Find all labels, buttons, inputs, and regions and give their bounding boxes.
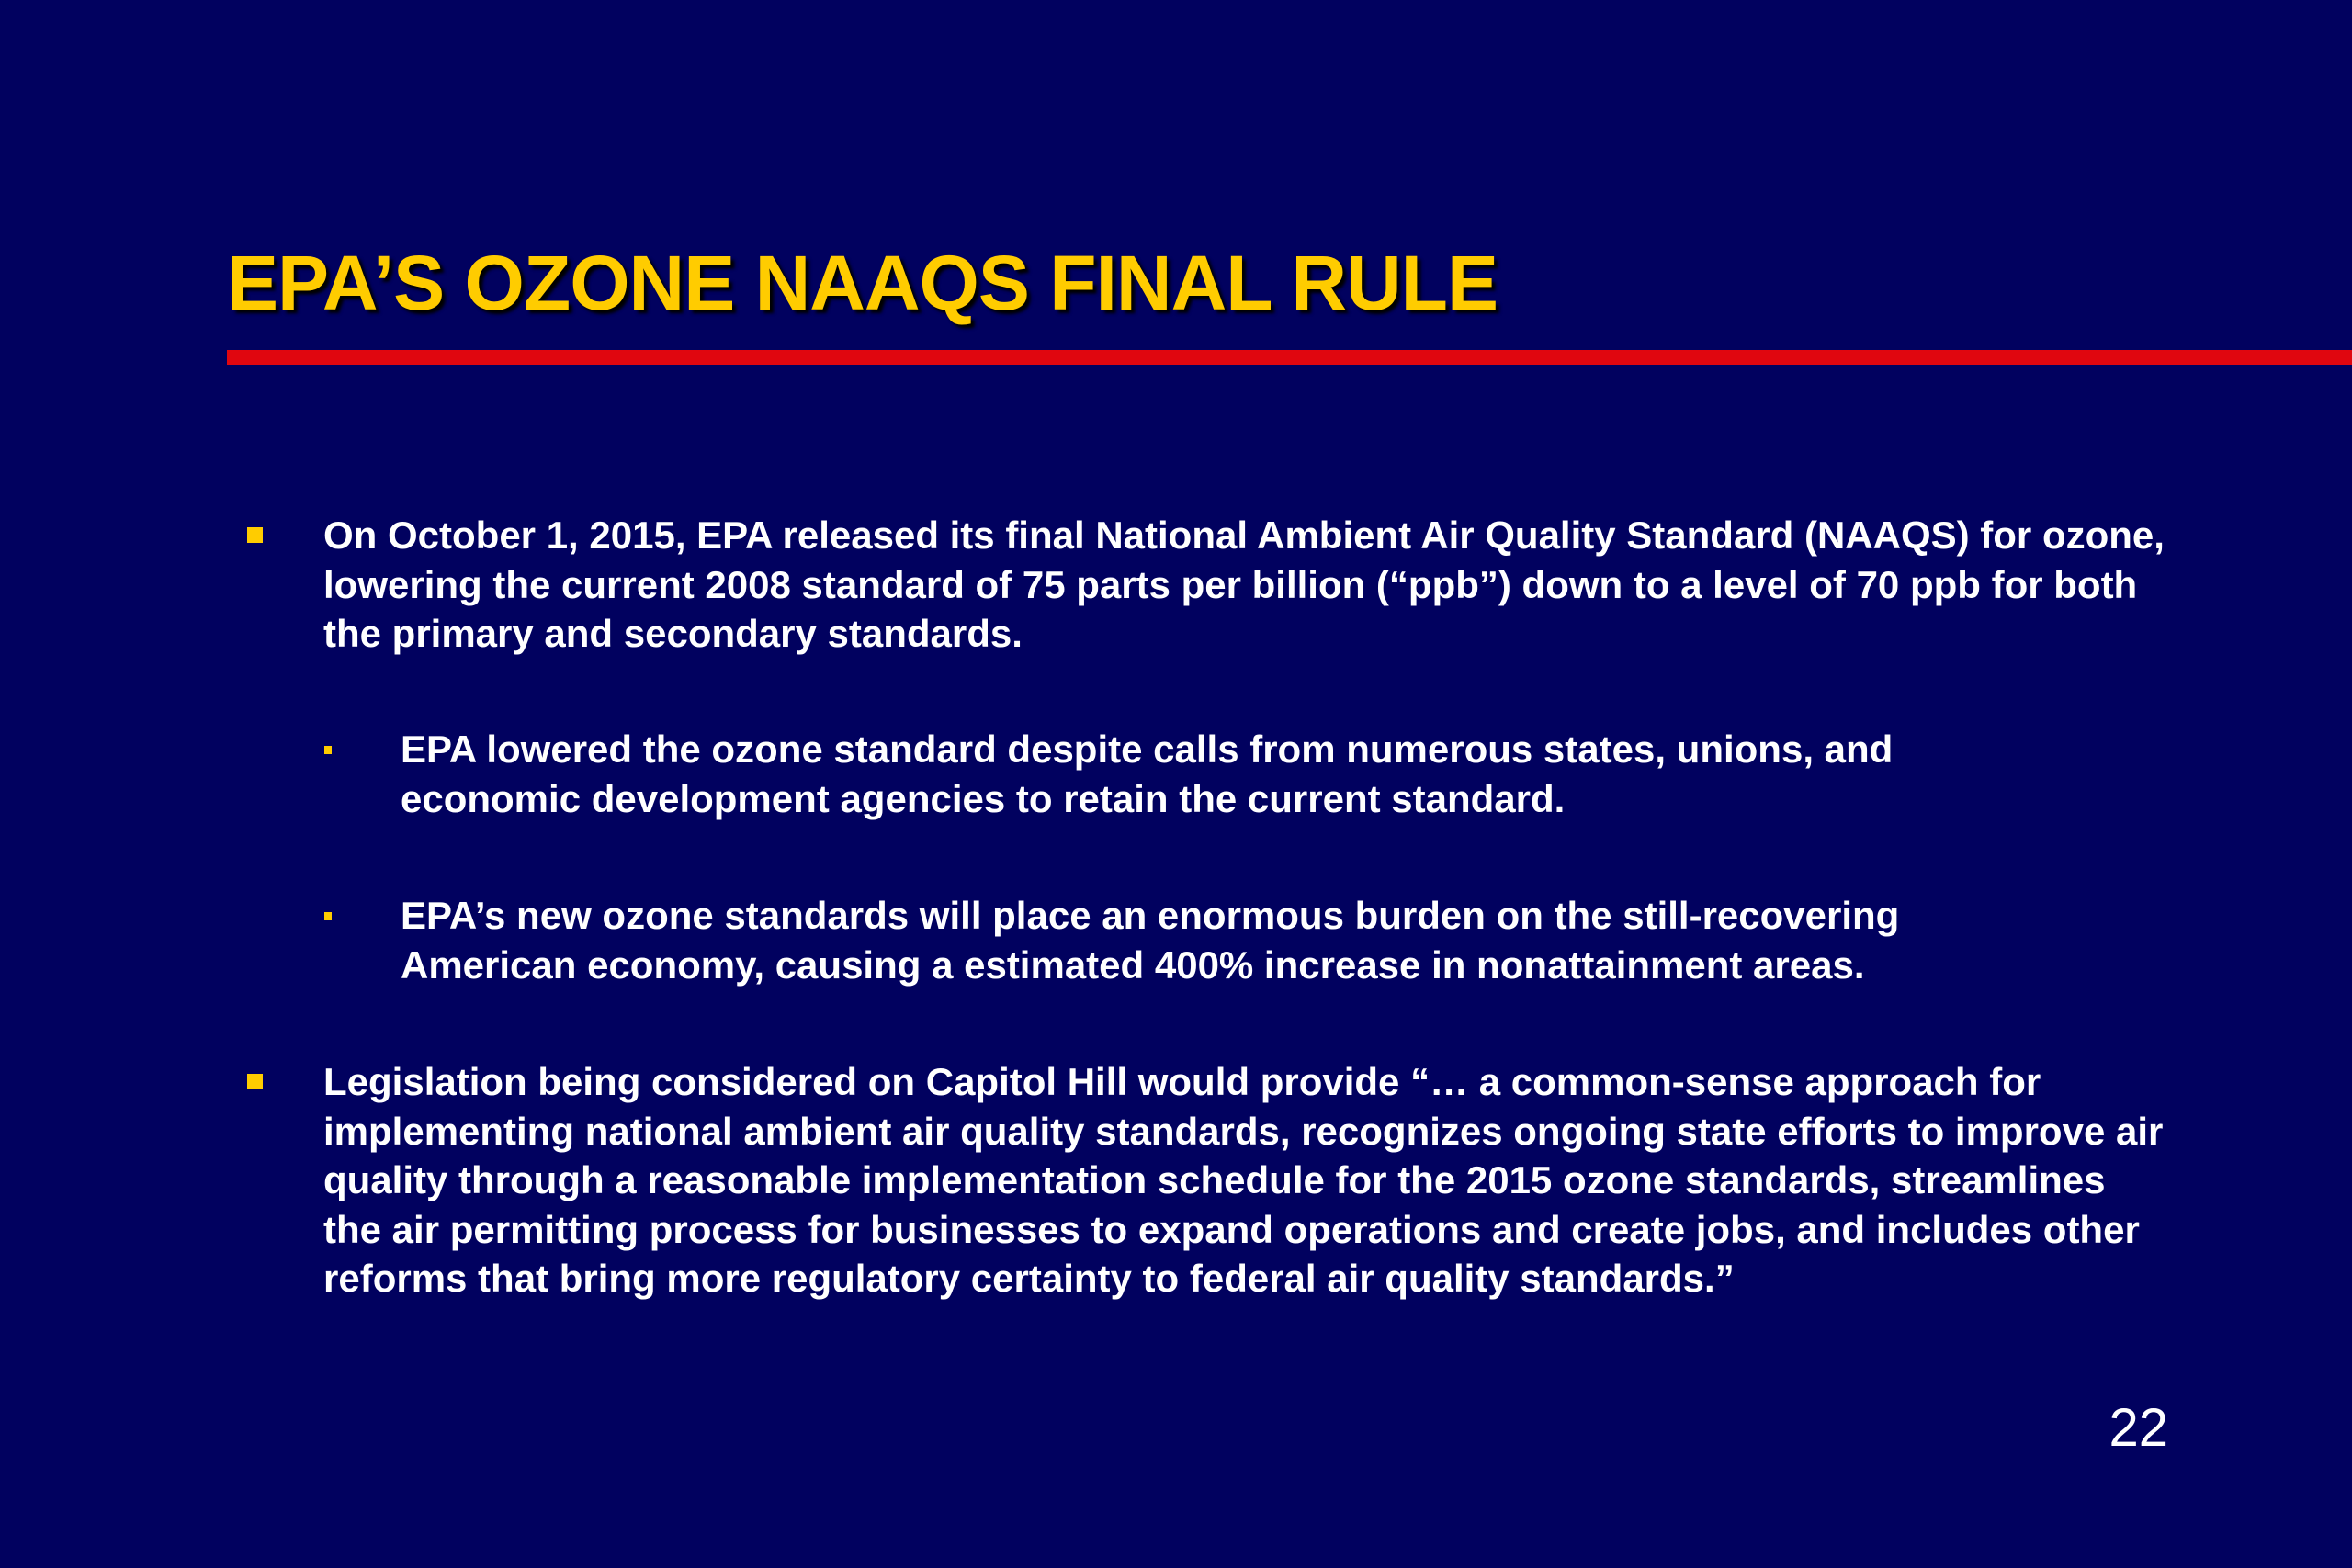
sub-bullet-text: EPA lowered the ozone standard despite calls from numerous states, unions, and economic development agencies to retain the current standard.: [401, 728, 1894, 820]
bullet-text: On October 1, 2015, EPA released its final National Ambient Air Quality Standard (NAAQS) for ozone, lowering the current 2008 standard of 75 parts per billion (“ppb”) down to a level of 70 ppb for both the primary and secondary standards.: [323, 513, 2165, 655]
square-bullet-icon: [247, 1074, 263, 1089]
bullet-item: [323, 511, 2170, 659]
sub-bullet-item: [401, 725, 2082, 823]
sub-bullet-text: EPA’s new ozone standards will place an enormous burden on the still-recovering American economy, causing a estimated 400% increase in nonattainment areas.: [401, 894, 1900, 987]
square-bullet-icon: [247, 527, 263, 543]
sub-bullet-item: [401, 891, 2082, 989]
bullet-item: [323, 1057, 2170, 1303]
slide-title: EPA’S OZONE NAAQS FINAL RULE: [227, 240, 1498, 326]
bullet-text: Legislation being considered on Capitol Hill would provide “… a common-sense approach for implementing national ambient air quality standards, recognizes ongoing state efforts to improve air quality through a reasonable implementation schedule for the 2015 ozone standards, streamlines the air permitting process for businesses to expand operations and create jobs, and includes other reforms that bring more regulatory certainty to federal air quality standards.”: [323, 1060, 2164, 1300]
page-number: 22: [2109, 1398, 2168, 1458]
small-square-bullet-icon: [324, 746, 332, 754]
small-square-bullet-icon: [324, 912, 332, 920]
